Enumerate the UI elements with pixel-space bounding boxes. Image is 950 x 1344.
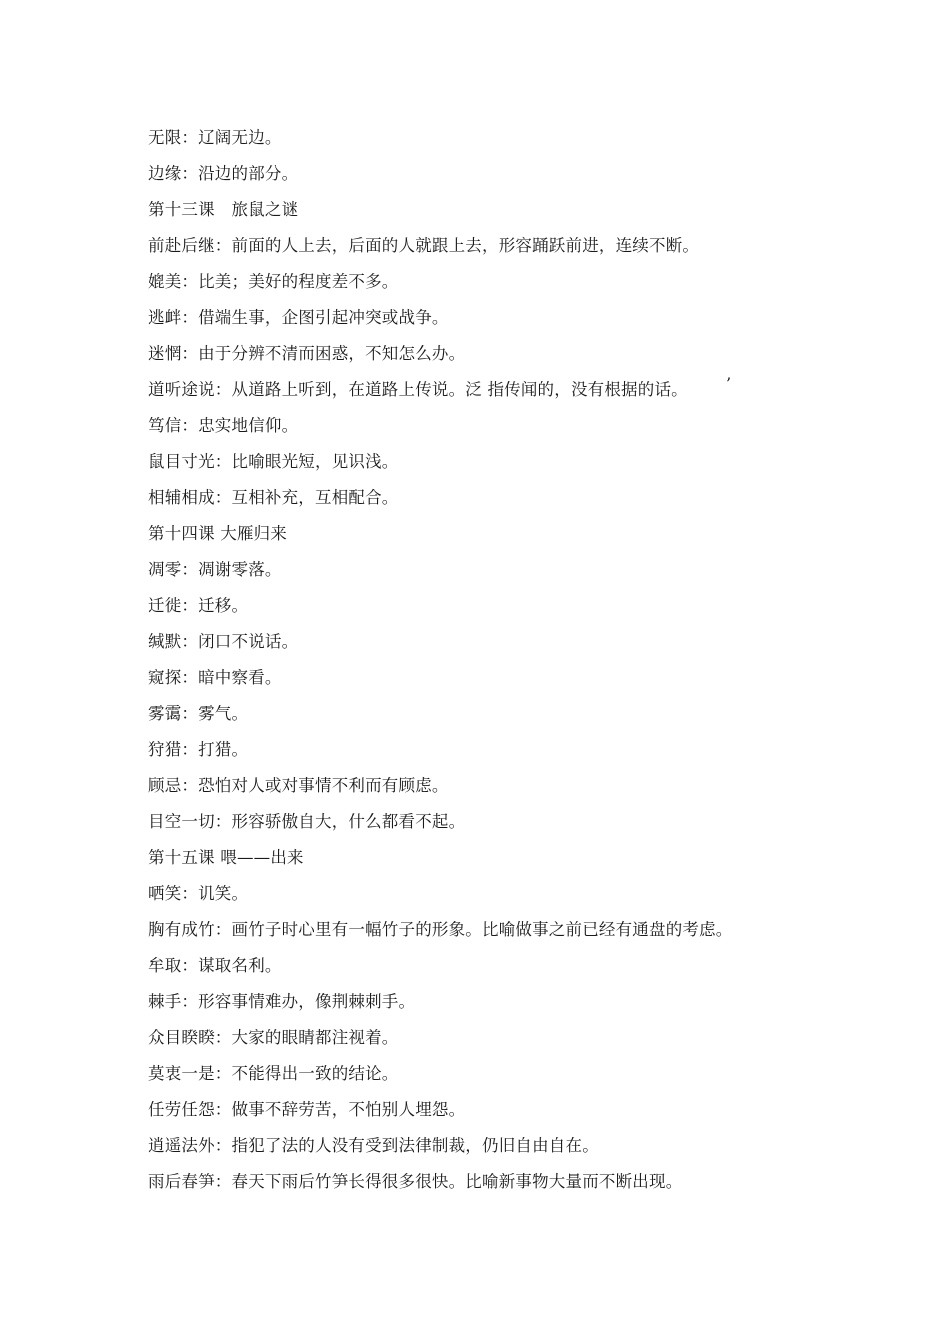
lesson-heading: 第十四课 大雁归来 (148, 524, 288, 543)
text-line: 鼠目寸光：比喻眼光短，见识浅。 (148, 452, 399, 471)
text-line: 迷惘：由于分辨不清而困惑，不知怎么办。 (148, 344, 466, 363)
stray-apostrophe-mark: ’ (726, 374, 732, 393)
text-line: 前赴后继：前面的人上去，后面的人就跟上去，形容踊跃前进，连续不断。 (148, 236, 700, 255)
text-line: 任劳任怨：做事不辞劳苦，不怕别人埋怨。 (148, 1100, 466, 1119)
text-line: 媲美：比美；美好的程度差不多。 (148, 272, 399, 291)
lesson-heading: 第十五课 喂——出来 (148, 848, 304, 867)
text-line: 相辅相成：互相补充，互相配合。 (148, 488, 399, 507)
text-line: 雨后春笋：春天下雨后竹笋长得很多很快。比喻新事物大量而不断出现。 (148, 1172, 683, 1191)
text-line: 迁徙：迁移。 (148, 596, 249, 615)
text-line: 逃衅：借端生事，企图引起冲突或战争。 (148, 308, 449, 327)
text-line: 凋零：凋谢零落。 (148, 560, 282, 579)
text-line: 缄默：闭口不说话。 (148, 632, 299, 651)
text-line: 目空一切：形容骄傲自大，什么都看不起。 (148, 812, 466, 831)
text-line: 哂笑：讥笑。 (148, 884, 249, 903)
vocabulary-list (148, 124, 908, 1204)
text-line: 雾霭：雾气。 (148, 704, 249, 723)
text-line: 道听途说：从道路上听到，在道路上传说。泛 指传闻的，没有根据的话。 (148, 380, 688, 399)
text-line: 胸有成竹：画竹子时心里有一幅竹子的形象。比喻做事之前已经有通盘的考虑。 (148, 920, 733, 939)
text-line: 众目睽睽：大家的眼睛都注视着。 (148, 1028, 399, 1047)
text-line: 牟取：谋取名利。 (148, 956, 282, 975)
text-line: 莫衷一是：不能得出一致的结论。 (148, 1064, 399, 1083)
text-line: 顾忌：恐怕对人或对事情不利而有顾虑。 (148, 776, 449, 795)
text-line: 狩猎：打猎。 (148, 740, 249, 759)
text-line: 窥探：暗中察看。 (148, 668, 282, 687)
text-line: 笃信：忠实地信仰。 (148, 416, 299, 435)
text-line: 逍遥法外：指犯了法的人没有受到法律制裁，仍旧自由自在。 (148, 1136, 599, 1155)
lesson-heading: 第十三课 旅鼠之谜 (148, 200, 299, 219)
text-line: 边缘：沿边的部分。 (148, 164, 299, 183)
text-line: 棘手：形容事情难办，像荆棘刺手。 (148, 992, 416, 1011)
text-line: 无限：辽阔无边。 (148, 128, 282, 147)
